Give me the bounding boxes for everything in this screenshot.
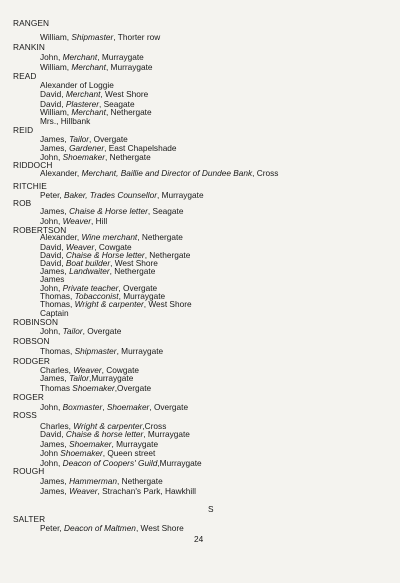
entry-text: , Murraygate (118, 291, 166, 301)
entry-text: James, (40, 476, 70, 486)
occupation-text: Tailor (69, 373, 90, 383)
occupation-text: Wright & carpenter (73, 421, 143, 431)
person-entry (40, 32, 160, 42)
entry-text: James, (40, 486, 70, 496)
person-entry (40, 346, 163, 356)
entry-text: ,Cross (142, 421, 167, 431)
entry-text: David, (40, 99, 66, 109)
surname-heading-salter: SALTER (13, 514, 46, 524)
entry-text: William, (40, 62, 72, 72)
occupation-text: Shoemaker (106, 402, 150, 412)
occupation-text: Landwaiter (69, 266, 110, 276)
entry-text: , Cowgate (101, 365, 139, 375)
entry-text: , Cross (252, 168, 279, 178)
entry-text: , Hill (91, 216, 108, 226)
surname-heading: ROGER (13, 392, 44, 402)
entry-text: James, (40, 134, 70, 144)
occupation-text: Plasterer (65, 99, 100, 109)
occupation-text: Baker, Trades Counsellor (63, 190, 157, 200)
entry-text: James, (40, 266, 70, 276)
entry-text: , Nethergate (105, 152, 151, 162)
person-entry (40, 62, 153, 72)
occupation-text: Hammerman (69, 476, 118, 486)
occupation-text: Weaver (65, 242, 95, 252)
occupation-text: Shipmaster (71, 32, 114, 42)
entry-text: , Strachan's Park, Hawkhill (97, 486, 196, 496)
person-entry (40, 89, 148, 99)
surname-heading: ROBSON (13, 336, 50, 346)
entry-text: ,Murraygate (89, 373, 134, 383)
occupation-text: Deacon of Coopers' Guild (62, 458, 158, 468)
surname-heading: RODGER (13, 356, 51, 366)
entry-text: ,Overgate (114, 383, 152, 393)
surname-heading: REID (13, 125, 34, 135)
entry-text: Peter, (40, 190, 64, 200)
occupation-text: Boat builder (65, 258, 111, 268)
person-entry (40, 486, 196, 496)
surname-heading: ROSS (13, 410, 37, 420)
entry-text: , Nethergate (117, 476, 163, 486)
section-letter: S (208, 504, 214, 514)
salter-entry (40, 523, 184, 533)
entry-text: David, (40, 429, 66, 439)
entry-text: , Murraygate (156, 190, 204, 200)
entry-text: , Murraygate (111, 439, 159, 449)
surname-heading: RIDDOCH (13, 160, 53, 170)
entry-text: , Nethergate (109, 266, 156, 276)
entry-text: , Murraygate (105, 62, 153, 72)
occupation-text: Private teacher (62, 283, 119, 293)
entry-text: , Overgate (89, 134, 128, 144)
occupation-text: Deacon of Maltmen (63, 523, 136, 533)
entry-text: , West Shore (100, 89, 149, 99)
surname-heading: RANKIN (13, 42, 45, 52)
entry-text: , Nethergate (144, 250, 191, 260)
entry-text: William, (40, 32, 72, 42)
entry-text: , Overgate (118, 283, 158, 293)
entry-text: John, (40, 152, 63, 162)
entry-text: John, (40, 326, 63, 336)
entry-text: , Cowgate (94, 242, 132, 252)
person-entry (40, 476, 163, 486)
entry-text: , Murraygate (116, 346, 164, 356)
entry-text: David, (40, 258, 66, 268)
person-entry (40, 206, 183, 216)
occupation-text: Tobacconist (74, 291, 119, 301)
person-entry (40, 168, 278, 178)
occupation-text: Merchant (71, 107, 106, 117)
occupation-text: Chaise & Horse letter (65, 250, 145, 260)
entry-text: , West Shore (143, 299, 192, 309)
person-entry (40, 448, 155, 458)
occupation-text: Shoemaker (69, 439, 112, 449)
occupation-text: Boxmaster (62, 402, 103, 412)
entry-text: James, (40, 143, 70, 153)
entry-text: , Thorter row (113, 32, 161, 42)
page-number: 24 (194, 534, 204, 544)
entry-text: , Overgate (82, 326, 122, 336)
occupation-text: Gardener (69, 143, 105, 153)
person-entry (40, 232, 183, 242)
entry-text: John, (40, 402, 63, 412)
entry-text: John, (40, 52, 63, 62)
entry-text: , (102, 402, 107, 412)
person-entry (40, 190, 204, 200)
occupation-text: Shoemaker (62, 152, 106, 162)
entry-text: , Seagate (147, 206, 184, 216)
entry-text: , Overgate (149, 402, 189, 412)
person-entry (40, 52, 144, 62)
surname-heading: ROBERTSON (13, 225, 67, 235)
occupation-text: Weaver (69, 486, 98, 496)
entry-text: , Seagate (99, 99, 135, 109)
person-entry (40, 326, 121, 336)
entry-text: William, (40, 107, 72, 117)
entry-text: , Nethergate (137, 232, 183, 242)
occupation-text: Shipmaster (74, 346, 117, 356)
occupation-text: Merchant (71, 62, 106, 72)
entry-text: , Murraygate (143, 429, 190, 439)
surname-heading: ROUGH (13, 466, 45, 476)
occupation-text: Tailor (62, 326, 83, 336)
occupation-text: Weaver (73, 365, 102, 375)
occupation-text: Wine merchant (81, 232, 138, 242)
entry-text: Alexander of Loggie (40, 80, 114, 90)
occupation-text: Weaver (62, 216, 92, 226)
occupation-text: Merchant, Baillie and Director of Dundee Bank (81, 168, 253, 178)
person-entry (40, 383, 151, 393)
entry-text: James, (40, 439, 70, 449)
surname-heading: ROB (13, 198, 32, 208)
surname-heading: READ (13, 71, 37, 81)
entry-text: , Queen street (102, 448, 156, 458)
entry-text: , Murraygate (97, 52, 144, 62)
entry-text: Alexander, (40, 168, 82, 178)
entry-text: Thomas, (40, 299, 75, 309)
occupation-text: Shoemaker (60, 448, 103, 458)
person-entry (40, 458, 202, 468)
entry-text: , West Shore (135, 523, 184, 533)
entry-text: David, (40, 250, 66, 260)
occupation-text: Chaise & Horse letter (69, 206, 148, 216)
person-entry (40, 116, 90, 126)
entry-text: James (40, 274, 65, 284)
occupation-text: Chaise & horse letter (65, 429, 144, 439)
person-entry (40, 373, 133, 383)
entry-text: Thomas (40, 383, 73, 393)
entry-text: John, (40, 458, 63, 468)
entry-text: Charles, (40, 365, 74, 375)
entry-text: , West Shore (110, 258, 158, 268)
entry-text: Mrs., Hillbank (40, 116, 91, 126)
occupation-text: Wright & carpenter (74, 299, 144, 309)
entry-text: John (40, 448, 61, 458)
entry-text: , East Chapelshade (104, 143, 177, 153)
person-entry (40, 402, 188, 412)
person-entry (40, 429, 190, 439)
occupation-text: Merchant (65, 89, 101, 99)
person-entry (40, 152, 151, 162)
entry-text: David, (40, 89, 66, 99)
entry-text: Peter, (40, 523, 64, 533)
entry-text: Thomas, (40, 291, 75, 301)
entry-text: James, (40, 373, 70, 383)
entry-text: David, (40, 242, 66, 252)
surname-heading: RANGEN (13, 18, 50, 28)
entry-text: John, (40, 283, 63, 293)
entry-text: Thomas, (40, 346, 75, 356)
surname-heading: ROBINSON (13, 317, 59, 327)
surname-heading: RITCHIE (13, 181, 47, 191)
occupation-text: Merchant (62, 52, 98, 62)
entry-text: James, (40, 206, 70, 216)
occupation-text: Shoemaker (72, 383, 115, 393)
entry-text: , Nethergate (105, 107, 152, 117)
occupation-text: Tailor (69, 134, 90, 144)
entry-text: Charles, (40, 421, 74, 431)
entry-text: Captain (40, 308, 69, 318)
entry-text: Alexander, (40, 232, 82, 242)
entry-text: John, (40, 216, 63, 226)
entry-text: ,Murraygate (157, 458, 202, 468)
